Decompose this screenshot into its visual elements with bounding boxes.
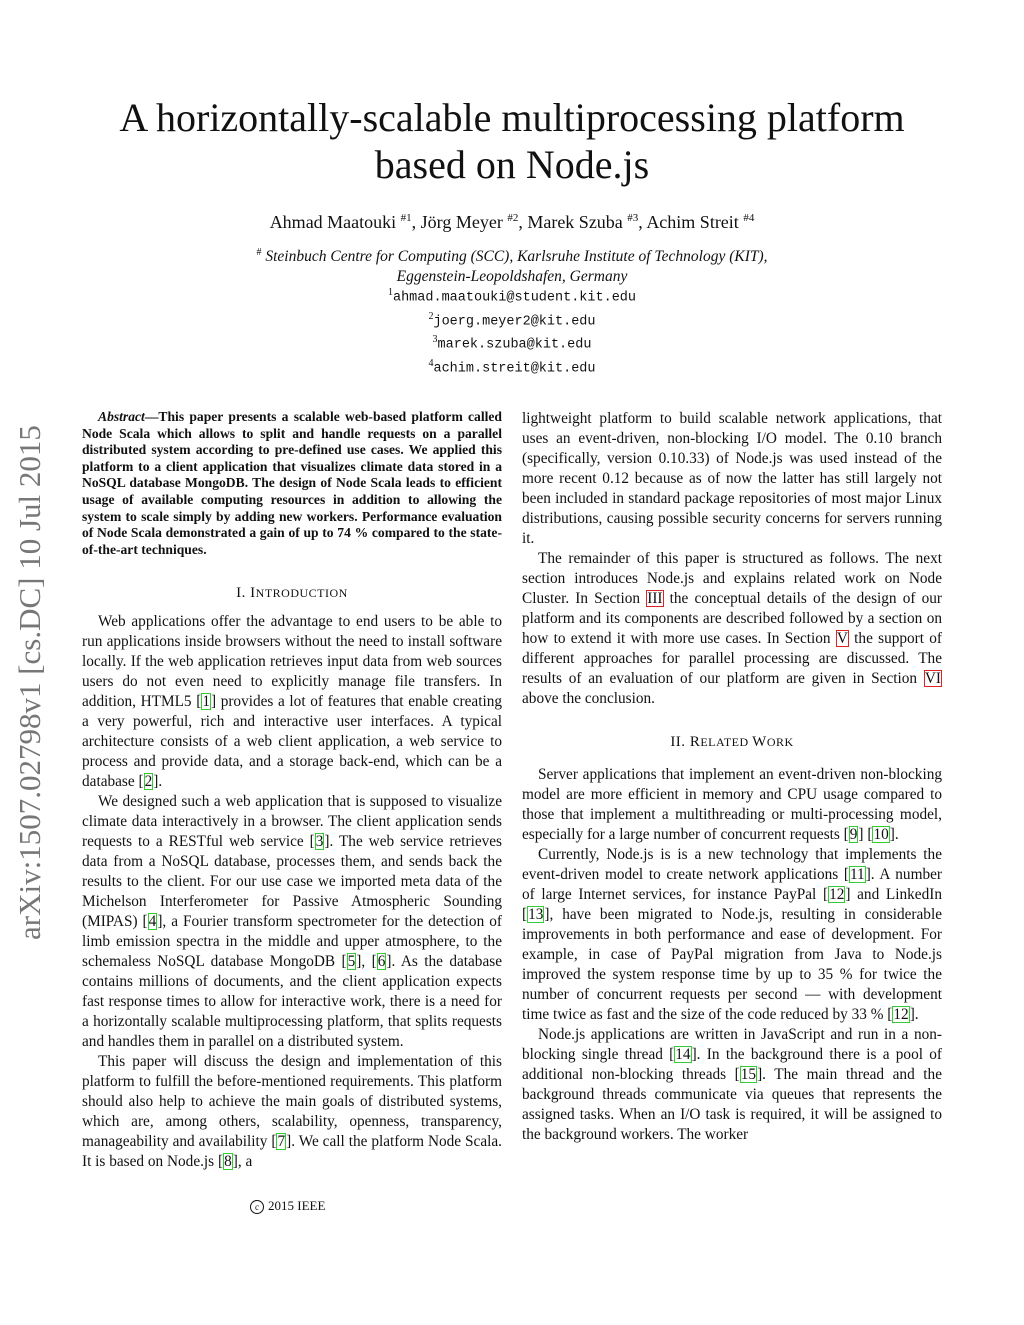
paragraph-text: ]. [153,773,163,791]
paragraph-text: ]. [889,826,899,843]
author-mark: #3 [627,212,639,224]
email-link[interactable]: achim.streit@kit.edu [433,361,596,376]
paragraph-text: the support of different approaches for parallel processing are discussed. The results of an evaluation of our platform are given in Section [522,630,943,687]
paragraph-text: ] provides a lot of features that enable creating a very powerful, rich and interactive user interfaces. A typical architecture consists of a web client application, a web service to process and provide data, and a storage back-end, which can be a database [ [82,693,502,791]
citation-link[interactable]: 11 [849,866,865,883]
section-title-initial: R [689,734,701,750]
paragraph [82,612,502,792]
paragraph [82,1052,502,1172]
paragraph [82,792,502,1052]
affiliation-line-2: Eggenstein-Leopoldshafen, Germany [396,268,628,286]
introduction-body-continued [522,409,942,709]
section-title-rest: ORK [766,735,794,749]
author-mark: #4 [743,212,755,224]
author-name: Marek Szuba [527,212,623,232]
paragraph-text: ]. In the background there is a pool of additional non-blocking threads [ [522,1046,943,1083]
paragraph [522,549,942,709]
arxiv-identifier: arXiv:1507.02798v1 [cs.DC] 10 Jul 2015 [12,425,47,940]
section-number: I. [236,585,251,602]
paragraph-text: The remainder of this paper is structured as follows. The next section introduces Node.js and explains related work on Node Cluster. In Section [522,550,942,607]
citation-link[interactable]: 2 [144,773,153,791]
citation-link[interactable]: 10 [873,826,889,843]
copyright-text: 2015 IEEE [268,1198,326,1213]
email-index: 4 [428,357,434,369]
paragraph [522,845,942,1025]
email-index: 1 [387,287,393,298]
paragraph [522,765,942,845]
author-name: Ahmad Maatouki [269,212,397,232]
citation-link[interactable]: 6 [377,953,386,971]
paragraph-text: We designed such a web application that is supposed to visualize climate data interactively in a browser. The client application sends requests to a RESTful web service [ [82,793,502,851]
paragraph-text: ] [ [858,826,873,843]
author-mark: #1 [400,212,412,224]
paragraph-text: ], [ [356,953,377,971]
section-number: II. [670,734,690,750]
paragraph-text: Currently, Node.js is is a new technology that implements the event-driven model to create network applications [ [522,846,942,883]
paragraph-text: ]. The main thread and the background threads communicate via queues that represents the assigned tasks. When an I/O task is required, it will be assigned to the background workers. The worker [522,1066,942,1143]
citation-link[interactable]: 8 [224,1153,232,1171]
section-title-rest: ELATED [700,735,753,749]
paragraph-text: ]. [909,1006,919,1023]
paragraph-text: ]. We call the platform Node Scala. It is based on Node.js [ [82,1133,502,1171]
section-reference-link[interactable]: V [836,630,848,647]
title-line-1: A horizontally-scalable multiprocessing platform [119,95,905,140]
paper-title [60,94,964,188]
paragraph-text: ], a [232,1153,253,1171]
email-index: 3 [432,334,438,345]
author-name: Jörg Meyer [420,212,503,232]
section-title-rest: NTRODUCTION [255,586,348,601]
paragraph-text: Node.js applications are written in JavaScript and run in a non-blocking single thread [ [522,1026,942,1063]
paragraph-text: lightweight platform to build scalable network applications, that uses an event-driven, non-blocking I/O model. The 0.10 branch (specifically, version 0.10.33) of Node.js was used instead of the more recent 0.12 because as of now the latter has still largely not been included in standard package repositories of most major Linux distributions, causing possible security concerns for servers running it. [522,410,942,547]
paragraph-text: Web applications offer the advantage to end users to be able to run applications inside browsers without the need to install software locally. If the web application retrieves input data from web sources users do not even need to explicitly manage file transfers. In addition, HTML5 [ [82,613,502,711]
paragraph-text: the conceptual details of the design of our platform and its components are described followed by a section on how to extend it with more use cases. In Section [522,590,942,647]
abstract-text: —This paper presents a scalable web-based platform called Node Scala which allows to split and handle requests on a parallel distributed system according to pre-defined use cases. We applied this platform to a client application that visualizes climate data stored in a NoSQL database MongoDB. The design of Node Scala leads to efficient usage of available computing resources in addition to allowing the system to scale simply by adding new workers. Performance evaluation of Node Scala demonstrated a gain of up to 74 % compared to the state-of-the-art techniques. [82,409,502,557]
right-column [522,409,942,1145]
copyright-symbol: c [250,1200,264,1214]
left-column [82,409,502,1172]
affiliation [0,243,1024,287]
email-index: 2 [428,310,434,322]
section-heading-related-work [522,732,942,752]
paragraph [522,409,942,549]
abstract [82,409,502,558]
citation-link[interactable]: 1 [202,693,210,711]
email-link[interactable]: marek.szuba@kit.edu [437,337,592,353]
email-link[interactable]: joerg.meyer2@kit.edu [433,314,596,329]
citation-link[interactable]: 12 [893,1006,909,1023]
citation-link[interactable]: 4 [148,913,157,931]
paragraph-text: ] and LinkedIn [ [522,886,942,923]
section-reference-link[interactable]: III [647,590,663,607]
abstract-label: Abstract [98,409,145,424]
related-work-body [522,765,942,1145]
citation-link[interactable]: 12 [829,886,845,903]
section-heading-introduction [82,583,502,603]
introduction-body [82,612,502,1172]
title-line-2: based on Node.js [374,142,650,187]
citation-link[interactable]: 14 [675,1046,691,1063]
paragraph-text: ]. The web service retrieves data from a NoSQL database, processes them, and sends back the results to the client. For our use case we imported meta data of the Michelson Interferometer for Passive Atmospheric Sounding (MIPAS) [ [82,833,502,931]
paragraph-text: ]. As the database contains millions of documents, and the client application expects fast response times to allow for interactive work, there is a need for a horizontally scalable multiprocessing platform, that splits requests and handles them in parallel on a distributed system. [82,953,502,1051]
citation-link[interactable]: 9 [849,826,858,843]
paragraph-text: ], a Fourier transform spectrometer for the detection of limb emission spectra in the middle and upper atmosphere, to the schemaless NoSQL database MongoDB [ [82,913,502,971]
section-title-initial: W [752,734,767,750]
paragraph-text: This paper will discuss the design and implementation of this platform to fulfill the before-mentioned requirements. This platform should also help to achieve the main goals of distributed systems, which are, among others, scalability, openness, transparency, manageability and availability [ [82,1053,502,1151]
citation-link[interactable]: 13 [528,906,544,923]
affiliation-mark: # [256,247,262,258]
author-mark: #2 [507,212,519,224]
paragraph-text: above the conclusion. [522,690,655,707]
citation-link[interactable]: 3 [315,833,324,851]
citation-link[interactable]: 7 [277,1133,286,1151]
email-link[interactable]: ahmad.maatouki@student.kit.edu [392,290,637,306]
citation-link[interactable]: 5 [347,953,356,971]
paragraph-text: ]. A number of large Internet services, for instance PayPal [ [522,866,943,903]
copyright-footer [250,1198,325,1214]
email-list [0,284,1024,378]
section-reference-link[interactable]: VI [924,670,941,687]
author-list: Ahmad Maatouki $^{\#1}$, Jörg Meyer $^{\#2}$, Marek Szuba $^{\#3}$, Achim Streit $^{\#4}$ [269,212,755,232]
section-title-initial: I [250,585,256,602]
author-name: Achim Streit [646,212,739,232]
paragraph-text: Server applications that implement an event-driven non-blocking model are more efficient in memory and CPU usage compared to those that implement a multithreading or multi-processing model, especially for a large number of concurrent requests [ [522,766,942,843]
affiliation-line-1: Steinbuch Centre for Computing (SCC), Karlsruhe Institute of Technology (KIT), [265,248,768,266]
citation-link[interactable]: 15 [740,1066,757,1083]
paragraph-text: ], have been migrated to Node.js, resulting in considerable improvements in both performance and ease of development. For example, in case of PayPal migration from Java to Node.js improved the system response time by up to 35 % for twice the number of concurrent requests per second — with development time twice as fast and the size of the code reduced by 33 % [ [522,906,942,1023]
paragraph [522,1025,942,1145]
